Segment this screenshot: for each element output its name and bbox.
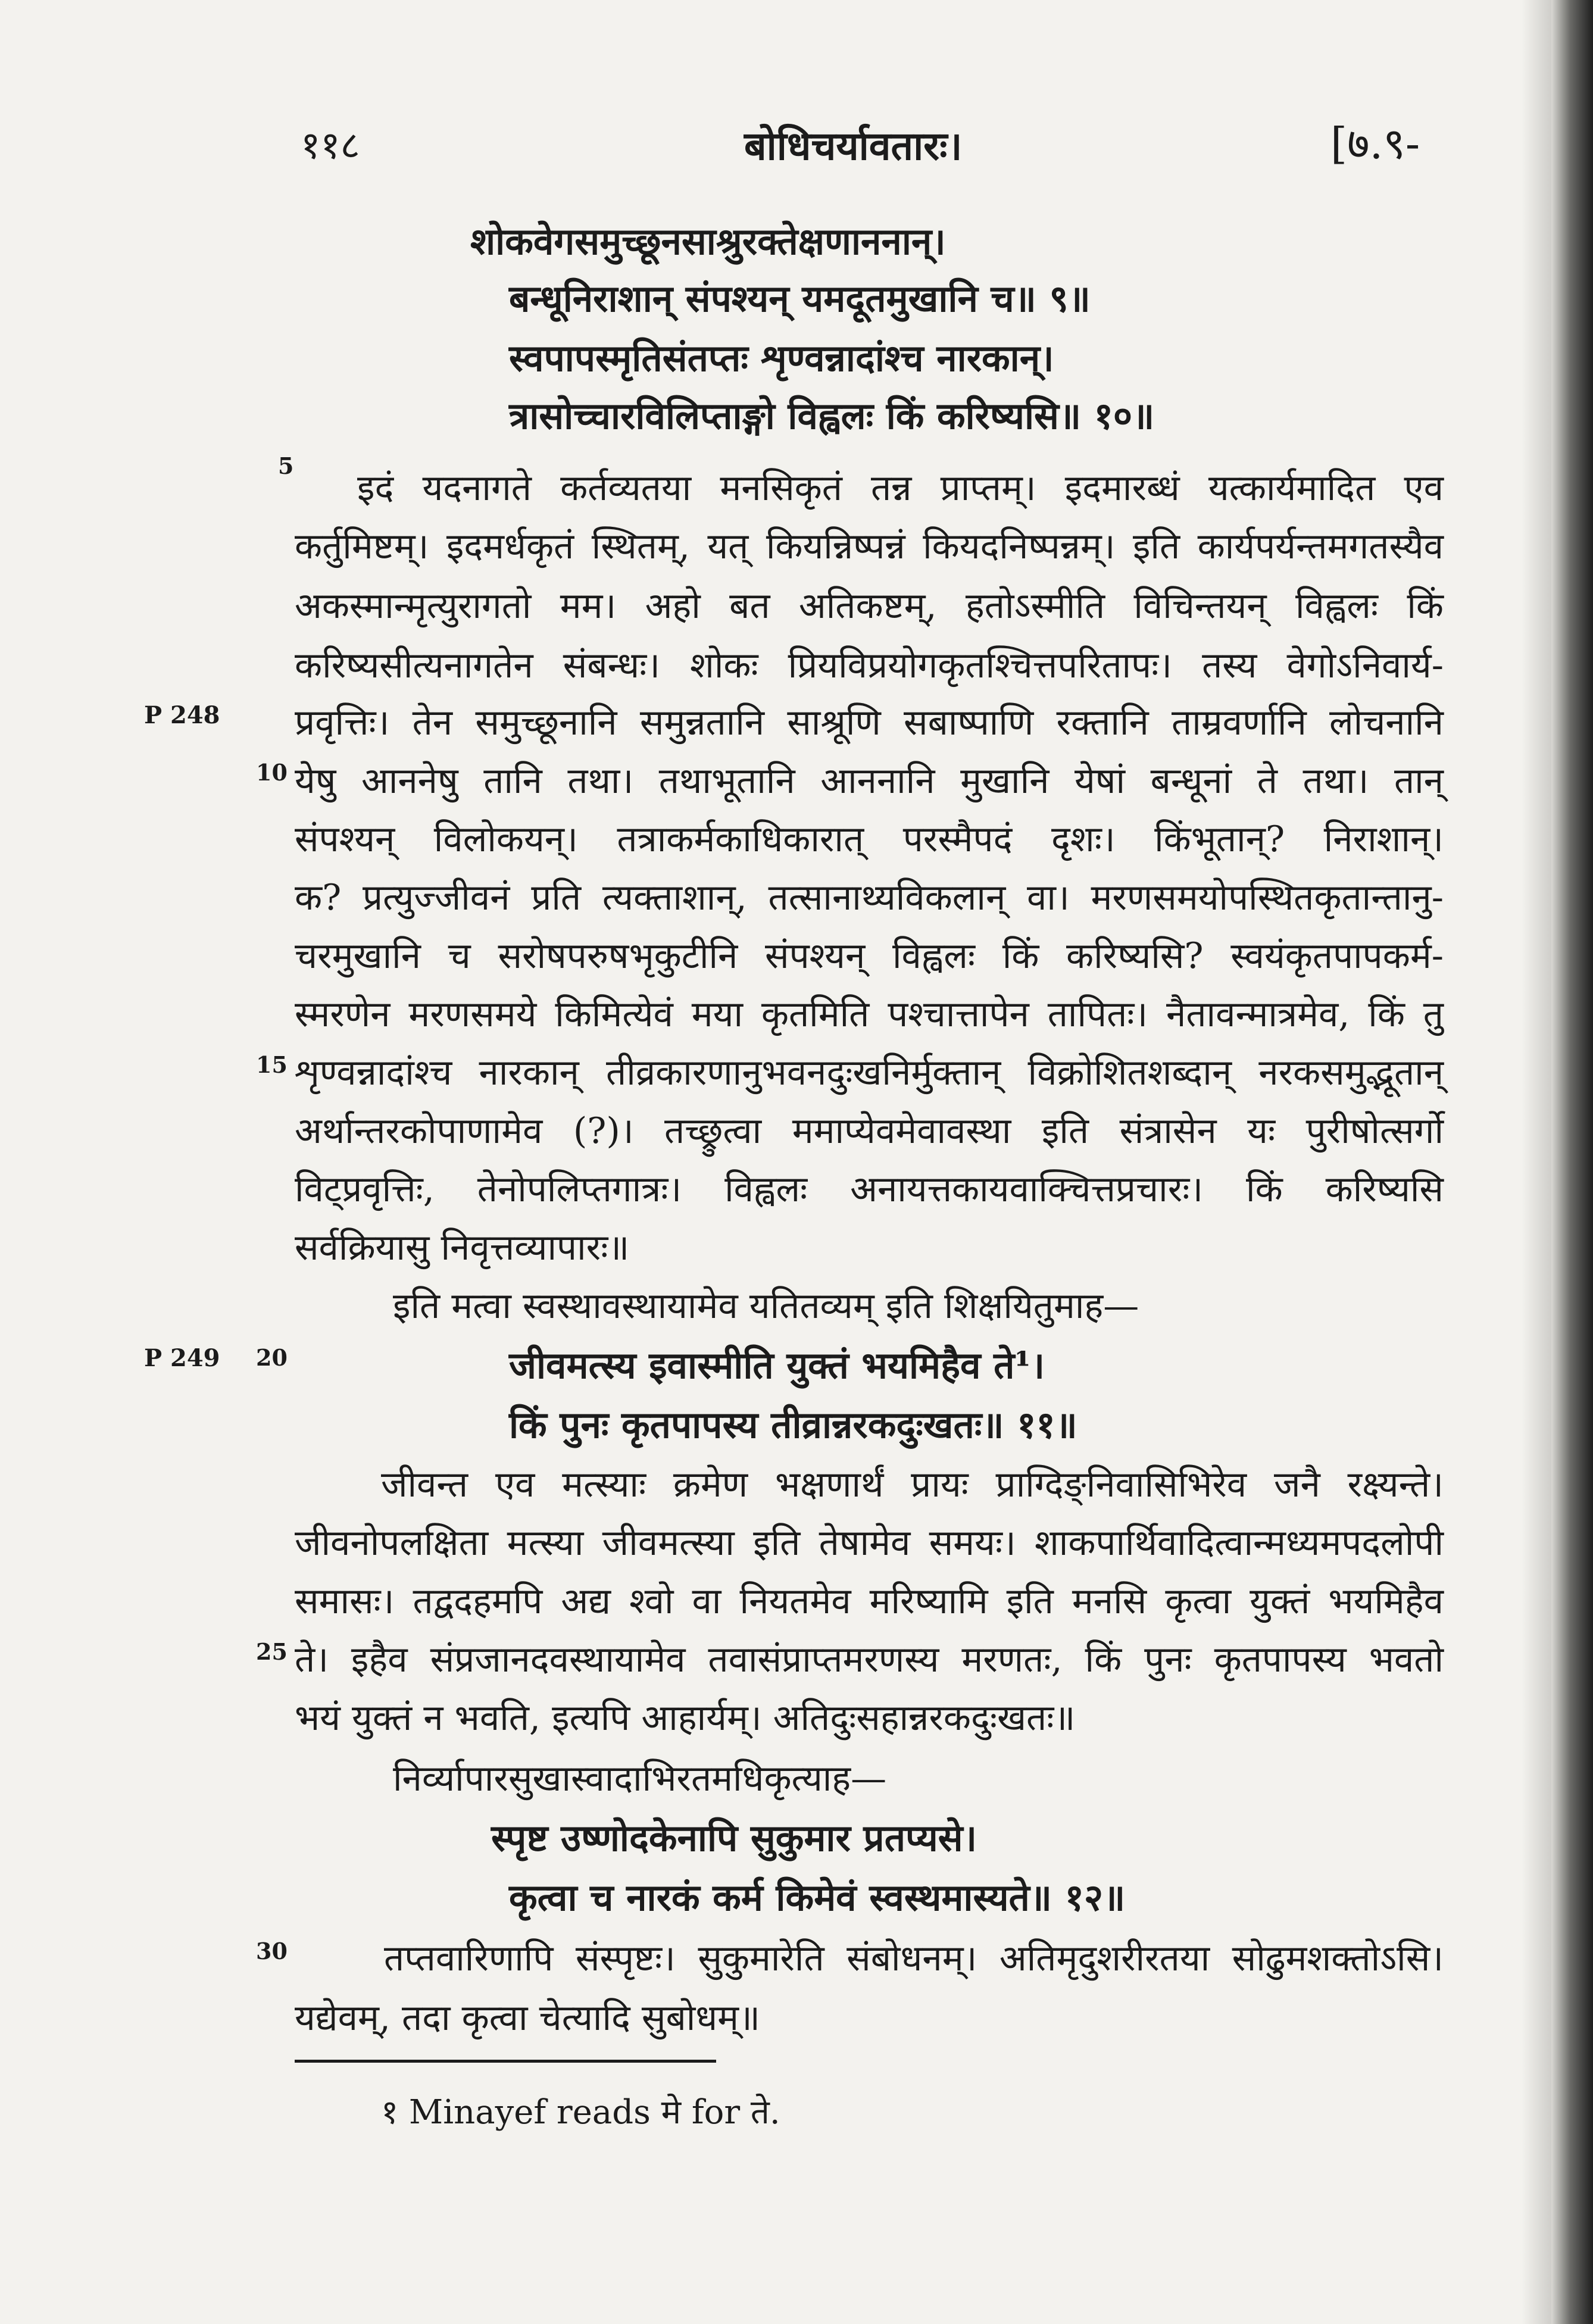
commentary-line: यद्येवम्, तदा कृत्वा चेत्यादि सुबोधम्॥	[295, 1997, 761, 2039]
line-number: 20	[256, 1344, 288, 1371]
book-spine-edge	[1551, 0, 1593, 2324]
commentary-line: विट्प्रवृत्तिः, तेनोपलिप्तगात्रः। विह्वलः अनायत्तकायवाक्चित्तप्रचारः। किं करिष्यसि	[295, 1169, 1444, 1210]
verse-12-line-1: स्पृष्ट उष्णोदकेनापि सुकुमार प्रतप्यसे।	[491, 1816, 977, 1860]
footnote-rule	[295, 2060, 716, 2063]
commentary-line: प्रवृत्तिः। तेन समुच्छूनानि समुन्नतानि साश्रूणि सबाष्पाणि रक्तानि ताम्रवर्णानि लोचनानि	[295, 702, 1444, 744]
commentary-line: क? प्रत्युज्जीवनं प्रति त्यक्ताशान्, तत्सानाथ्यविकलान् वा। मरणसमयोपस्थितकृतान्तानु-	[295, 877, 1444, 919]
commentary-line: संपश्यन् विलोकयन्। तत्राकर्मकाधिकारात् परस्मैपदं दृशः। किंभूतान्? निराशान्।	[295, 819, 1444, 860]
verse-11-line-1: जीवमत्स्य इवास्मीति युक्तं भयमिहैव ते¹।	[509, 1344, 1045, 1387]
line-number: 30	[256, 1938, 288, 1964]
page-ref-marker: P 249	[144, 1344, 220, 1372]
verse-10-line-2: त्रासोच्चारविलिप्ताङ्गो विह्वलः किं करिष्यसि॥ १०॥	[509, 394, 1155, 438]
page-ref-marker: P 248	[144, 701, 220, 729]
commentary-line: येषु आननेषु तानि तथा। तथाभूतानि आननानि मुखानि येषां बन्धूनां ते तथा। तान्	[295, 760, 1444, 802]
commentary-line: शृण्वन्नादांश्च नारकान् तीव्रकारणानुभवनदुःखनिर्मुक्तान् विक्रोशितशब्दान् नरकसमुद्भूतान्	[295, 1052, 1444, 1094]
verse-introduction: इति मत्वा स्वस्थावस्थायामेव यतितव्यम् इति शिक्षयितुमाह—	[393, 1285, 1139, 1327]
line-number: 25	[256, 1638, 288, 1665]
line-number: 5	[278, 452, 294, 479]
page-number: ११८	[301, 124, 360, 168]
commentary-line: स्मरणेन मरणसमये किमित्येवं मया कृतमिति पश्चात्तापेन तापितः। नैतावन्मात्रमेव, किं तु	[295, 994, 1444, 1035]
section-reference: [७.९-	[1330, 118, 1420, 168]
commentary-line: जीवनोपलक्षिता मत्स्या जीवमत्स्या इति तेषामेव समयः। शाकपार्थिवादित्वान्मध्यमपदलोपी	[295, 1522, 1444, 1564]
line-number: 15	[256, 1051, 288, 1078]
page-shadow	[1522, 0, 1551, 2324]
verse-9-line-2: बन्धूनिराशान् संपश्यन् यमदूतमुखानि च॥ ९॥	[509, 277, 1091, 320]
verse-11-line-2: किं पुनः कृतपापस्य तीव्रान्नरकदुःखतः॥ ११॥	[509, 1403, 1077, 1447]
commentary-line: ते। इहैव संप्रजानदवस्थायामेव तवासंप्राप्तमरणस्य मरणतः, किं पुनः कृतपापस्य भवतो	[295, 1639, 1444, 1680]
verse-12-line-2: कृत्वा च नारकं कर्म किमेवं स्वस्थमास्यते॥ १२॥	[509, 1876, 1126, 1919]
footnote: १ Minayef reads मे for ते.	[381, 2093, 780, 2132]
commentary-line: अर्थान्तरकोपाणामेव (?)। तच्छ्रुत्वा ममाप्येवमेवावस्था इति संत्रासेन यः पुरीषोत्सर्गो	[295, 1110, 1444, 1152]
line-number: 10	[256, 759, 288, 786]
commentary-line: अकस्मान्मृत्युरागतो मम। अहो बत अतिकष्टम्, हतोऽस्मीति विचिन्तयन् विह्वलः किं	[295, 585, 1444, 627]
commentary-line: इदं यदनागते कर्तव्यतया मनसिकृतं तन्न प्राप्तम्। इदमारब्धं यत्कार्यमादित एव	[357, 467, 1444, 509]
commentary-line: समासः। तद्वदहमपि अद्य श्वो वा नियतमेव मरिष्यामि इति मनसि कृत्वा युक्तं भयमिहैव	[295, 1580, 1444, 1622]
commentary-line: सर्वक्रियासु निवृत्तव्यापारः॥	[295, 1227, 630, 1269]
running-title: बोधिचर्यावतारः।	[744, 123, 963, 169]
verse-9-line-1: शोकवेगसमुच्छूनसाश्रुरक्तेक्षणाननान्।	[470, 220, 946, 263]
commentary-line: भयं युक्तं न भवति, इत्यपि आहार्यम्। अतिदुःसहान्नरकदुःखतः॥	[295, 1697, 1076, 1739]
commentary-line: कर्तुमिष्टम्। इदमर्धकृतं स्थितम्, यत् कियन्निष्पन्नं कियदनिष्पन्नम्। इति कार्यपर्यन्तमगतस्यैव	[295, 526, 1444, 567]
commentary-line: चरमुखानि च सरोषपरुषभृकुटीनि संपश्यन् विह्वलः किं करिष्यसि? स्वयंकृतपापकर्म-	[295, 935, 1444, 977]
verse-introduction: निर्व्यापारसुखास्वादाभिरतमधिकृत्याह—	[393, 1758, 887, 1800]
commentary-line: तप्तवारिणापि संस्पृष्टः। सुकुमारेति संबोधनम्। अतिमृदुशरीरतया सोढुमशक्तोऽसि।	[384, 1938, 1444, 1979]
commentary-line: जीवन्त एव मत्स्याः क्रमेण भक्षणार्थं प्रायः प्राग्दिङ्निवासिभिरेव जनै रक्ष्यन्ते।	[381, 1464, 1444, 1505]
commentary-line: करिष्यसीत्यनागतेन संबन्धः। शोकः प्रियविप्रयोगकृतश्चित्तपरितापः। तस्य वेगोऽनिवार्य-	[295, 645, 1444, 686]
verse-10-line-1: स्वपापस्मृतिसंतप्तः शृण्वन्नादांश्च नारकान्।	[509, 336, 1054, 380]
